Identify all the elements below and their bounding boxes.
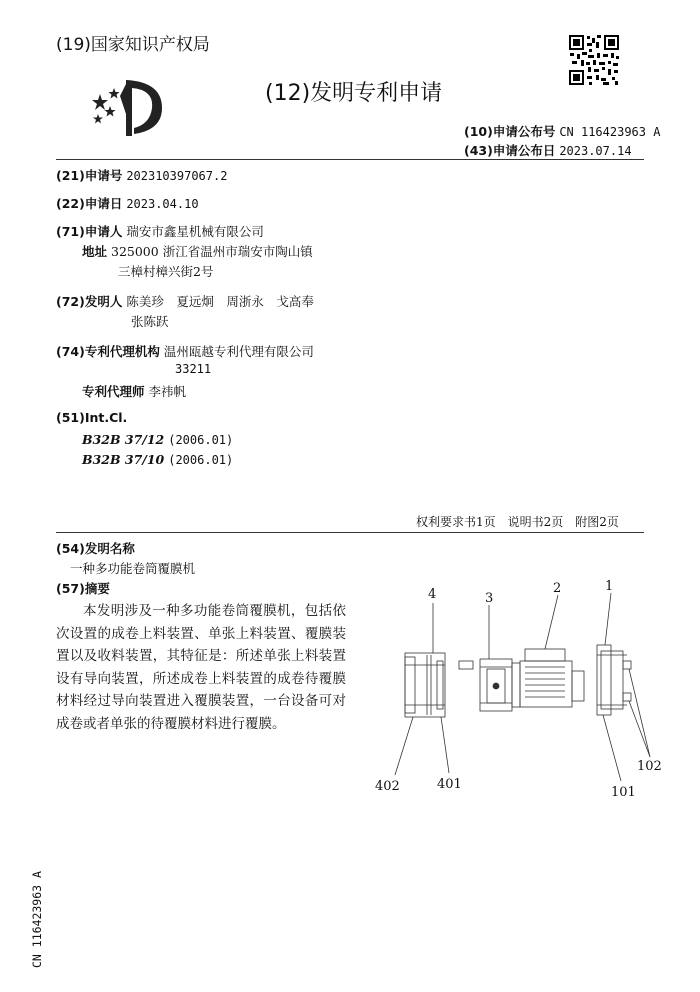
figure-label: 2 <box>553 581 562 596</box>
ipc-date: (2006.01) <box>168 453 234 467</box>
application-date-value: 2023.04.10 <box>126 197 199 211</box>
application-number-value: 202310397067.2 <box>126 169 228 183</box>
abstract-text: 本发明涉及一种多功能卷筒覆膜机，包括依次设置的成卷上料装置、单张上料装置、覆膜装置以及收料装置，其特征是：所述单张上料装置设有导向装置，所述成卷上料装置的成卷待覆膜材料经过导向装置进入覆膜装置，一台设备可对成卷或者单张的待覆膜材料进行覆膜。 <box>56 603 346 732</box>
header-divider <box>56 159 644 160</box>
ipc-code: B32B 37/12 <box>82 432 165 447</box>
abstract-label: (57)摘要 <box>56 581 110 596</box>
patent-agency-line-1: 温州瓯越专利代理有限公司 <box>163 344 314 359</box>
figure-label: 1 <box>605 579 614 594</box>
figure-label: 101 <box>611 785 636 800</box>
inventors-line-1: 陈美珍 夏远炯 周浙永 戈高奉 <box>126 294 314 309</box>
application-number-label: (21)申请号 <box>56 168 123 183</box>
inventors-line-2: 张陈跃 <box>131 314 169 329</box>
patent-agency-code: 33211 <box>175 362 212 376</box>
address-line-2: 三樟村樟兴街2号 <box>118 264 214 279</box>
figure-label: 3 <box>485 591 494 606</box>
application-date <box>56 194 199 212</box>
publication-date-value: 2023.07.14 <box>559 144 632 158</box>
patent-agent-value: 李祎帆 <box>148 384 187 399</box>
application-date-label: (22)申请日 <box>56 196 123 211</box>
publication-number <box>464 122 660 140</box>
address-line-1: 325000 浙江省温州市瑞安市陶山镇 <box>111 244 313 259</box>
ipc-code: B32B 37/10 <box>82 452 165 467</box>
publication-number-label: (10)申请公布号 <box>464 124 556 139</box>
figure-label: 4 <box>428 587 437 602</box>
patent-agency <box>56 342 314 360</box>
ipc-classification <box>56 410 127 425</box>
patent-agency-label: (74)专利代理机构 <box>56 344 160 359</box>
office-name: (19)国家知识产权局 <box>56 35 210 55</box>
publication-date <box>464 141 632 159</box>
patent-agent-label: 专利代理师 <box>82 384 145 399</box>
side-publication-number: CN 116423963 A <box>30 871 44 968</box>
patent-agent <box>82 382 186 400</box>
cnipa-logo <box>90 74 170 140</box>
page-counts: 权利要求书1页 说明书2页 附图2页 <box>416 515 619 529</box>
ipc-entry <box>82 432 233 447</box>
ipc-label: (51)Int.Cl. <box>56 410 128 425</box>
document-type: (12)发明专利申请 <box>265 81 443 106</box>
applicant <box>56 222 264 240</box>
publication-number-value: CN 116423963 A <box>559 125 661 139</box>
address-label: 地址 <box>82 244 108 259</box>
ipc-entry <box>82 452 233 467</box>
qr-code <box>568 34 620 86</box>
publication-date-label: (43)申请公布日 <box>464 143 556 158</box>
address <box>82 242 313 260</box>
figure-label: 102 <box>637 759 662 774</box>
title-label: (54)发明名称 <box>56 541 135 556</box>
applicant-label: (71)申请人 <box>56 224 123 239</box>
application-number <box>56 166 227 184</box>
section-divider <box>56 532 644 533</box>
figure-label: 401 <box>437 777 462 792</box>
inventors <box>56 292 314 310</box>
ipc-date: (2006.01) <box>168 433 234 447</box>
invention-title: 一种多功能卷筒覆膜机 <box>70 561 196 576</box>
figure-label: 402 <box>375 779 400 794</box>
abstract-drawing <box>365 575 665 810</box>
inventors-label: (72)发明人 <box>56 294 123 309</box>
applicant-value: 瑞安市鑫星机械有限公司 <box>126 224 264 239</box>
